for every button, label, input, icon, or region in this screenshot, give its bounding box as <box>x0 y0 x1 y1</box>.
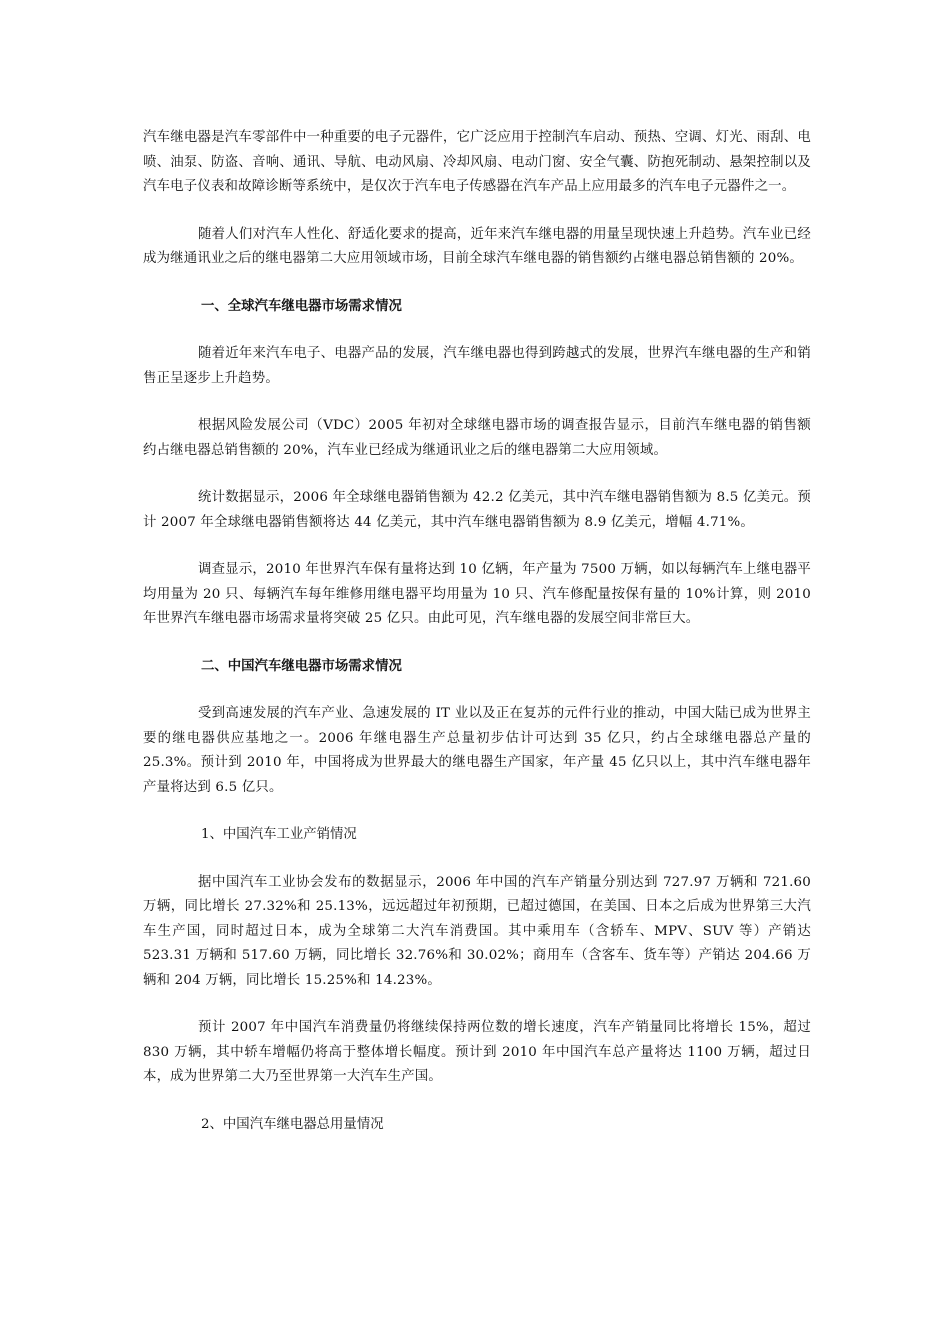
paragraph-sales-statistics: 统计数据显示，2006 年全球继电器销售额为 42.2 亿美元，其中汽车继电器销售额为 8.5 亿美元。预计 2007 年全球继电器销售额将达 44 亿美元，其中汽车继电器销售额为 8.9 亿美元，增幅 4.71%。 <box>143 490 811 530</box>
paragraph-2007-forecast: 预计 2007 年中国汽车消费量仍将继续保持两位数的增长速度，汽车产销量同比将增长 15%，超过 830 万辆，其中轿车增幅仍将高于整体增长幅度。预计到 2010 年中国汽车总产量将达 1100 万辆，超过日本，成为世界第二大乃至世界第一大汽车生产国。 <box>143 1020 811 1084</box>
section-heading-global: 一、全球汽车继电器市场需求情况 <box>201 298 402 314</box>
document-body <box>143 126 811 1160</box>
subheading-auto-industry: 1、中国汽车工业产销情况 <box>201 827 357 842</box>
paragraph-auto-sales-data: 据中国汽车工业协会发布的数据显示，2006 年中国的汽车产销量分别达到 727.97 万辆和 721.60 万辆，同比增长 27.32%和 25.13%，远远超过年初预期，已超过德国，在美国、日本之后成为世界第三大汽车生产国，同时超过日本，成为全球第二大汽车消费国。其中乘用车（含轿车、MPV、SUV 等）产销达 523.31 万辆和 517.60 万辆，同比增长 32.76%和 30.02%；商用车（含客车、货车等）产销达 204.66 万辆和 204 万辆，同比增长 15.25%和 14.23%。 <box>143 874 811 988</box>
paragraph-global-development: 随着近年来汽车电子、电器产品的发展，汽车继电器也得到跨越式的发展，世界汽车继电器的生产和销售正呈逐步上升趋势。 <box>143 346 811 386</box>
section-heading-china: 二、中国汽车继电器市场需求情况 <box>201 658 402 674</box>
paragraph-china-supply: 受到高速发展的汽车产业、急速发展的 IT 业以及正在复苏的元件行业的推动，中国大陆已成为世界主要的继电器供应基地之一。2006 年继电器生产总量初步估计可达到 35 亿只，约占全球继电器总产量的 25.3%。预计到 2010 年，中国将成为世界最大的继电器生产国家，年产量 45 亿只以上，其中汽车继电器年产量将达到 6.5 亿只。 <box>143 706 811 795</box>
paragraph-2010-demand: 调查显示，2010 年世界汽车保有量将达到 10 亿辆，年产量为 7500 万辆，如以每辆汽车上继电器平均用量为 20 只、每辆汽车每年维修用继电器平均用量为 10 只、汽车修配量按保有量的 10%计算，则 2010 年世界汽车继电器市场需求量将突破 25 亿只。由此可见，汽车继电器的发展空间非常巨大。 <box>143 562 811 626</box>
paragraph-intro: 汽车继电器是汽车零部件中一种重要的电子元器件，它广泛应用于控制汽车启动、预热、空调、灯光、雨刮、电喷、油泵、防盗、音响、通讯、导航、电动风扇、冷却风扇、电动门窗、安全气囊、防抱死制动、悬架控制以及汽车电子仪表和故障诊断等系统中，是仅次于汽车电子传感器在汽车产品上应用最多的汽车电子元器件之一。 <box>143 130 811 194</box>
paragraph-trend: 随着人们对汽车人性化、舒适化要求的提高，近年来汽车继电器的用量呈现快速上升趋势。汽车业已经成为继通讯业之后的继电器第二大应用领域市场，目前全球汽车继电器的销售额约占继电器总销售额的 20%。 <box>143 226 811 266</box>
subheading-relay-usage: 2、中国汽车继电器总用量情况 <box>201 1116 384 1132</box>
paragraph-vdc-report: 根据风险发展公司（VDC）2005 年初对全球继电器市场的调查报告显示，目前汽车继电器的销售额约占继电器总销售额的 20%，汽车业已经成为继通讯业之后的继电器第二大应用领域。 <box>143 418 811 458</box>
